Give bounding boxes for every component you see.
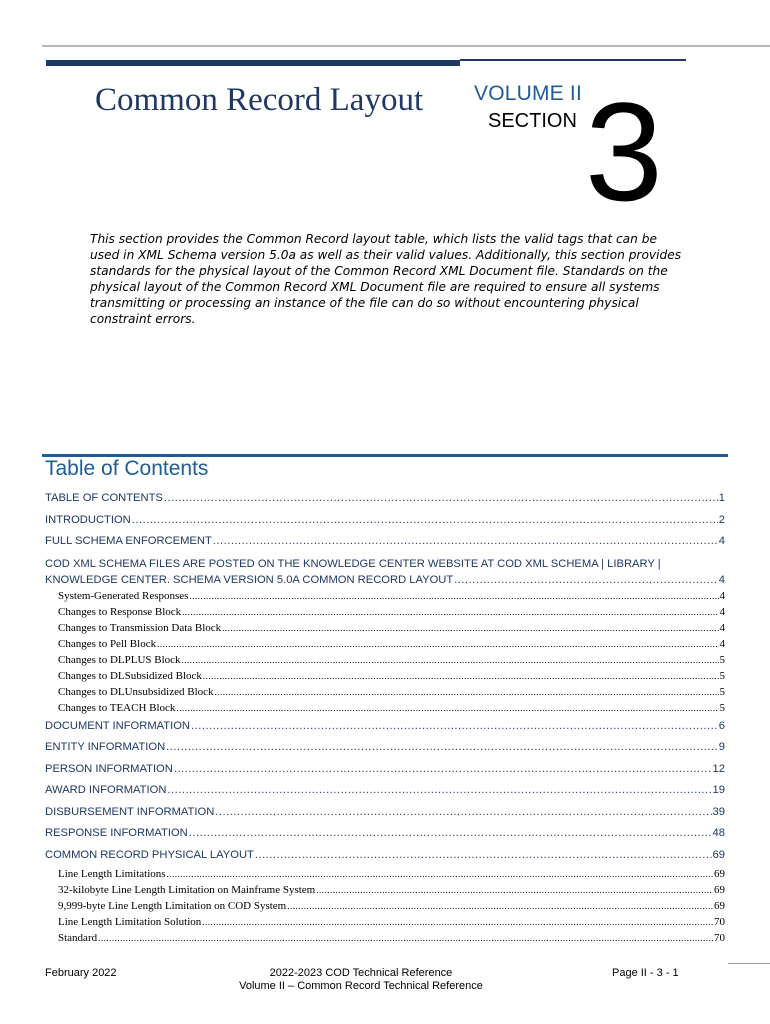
toc-entry-label: TABLE OF CONTENTS [45, 492, 163, 504]
toc-entry-page: 69 [712, 848, 725, 861]
toc-entry-label: RESPONSE INFORMATION [45, 827, 188, 839]
toc-entry-page: 5 [719, 653, 725, 666]
toc-entry-label: Changes to DLPLUS Block [58, 653, 181, 666]
toc-entry-page: 12 [712, 762, 725, 775]
toc-entry-page: 4 [719, 637, 725, 650]
table-of-contents [45, 488, 725, 946]
toc-entry-label: Changes to DLSubsidized Block [58, 669, 202, 682]
toc-leader [164, 488, 718, 510]
toc-entry-label: Line Length Limitation Solution [58, 916, 202, 928]
toc-subentry[interactable] [45, 898, 725, 914]
toc-heading: Table of Contents [45, 457, 209, 480]
toc-entry-page: 6 [718, 719, 725, 732]
toc-leader [132, 510, 718, 532]
volume-label: VOLUME II [474, 82, 582, 105]
toc-entry-label: Changes to Pell Block [58, 637, 157, 650]
footer-reference [206, 967, 516, 993]
toc-subentry[interactable] [45, 930, 725, 946]
section-number: 3 [585, 73, 663, 230]
footer-reference-line2: Volume II – Common Record Technical Reference [239, 980, 483, 992]
toc-entry[interactable] [45, 780, 725, 802]
toc-entry[interactable] [45, 759, 725, 781]
toc-entry-label: 32-kilobyte Line Length Limitation on Mainframe System [58, 884, 316, 896]
toc-entry[interactable] [45, 802, 725, 824]
toc-subentry[interactable] [45, 684, 725, 700]
toc-subentry[interactable] [45, 620, 725, 636]
toc-entry-page: 5 [719, 701, 725, 714]
toc-subentry[interactable] [45, 652, 725, 668]
toc-leader [176, 700, 718, 716]
toc-entry-page: 69 [714, 868, 725, 880]
toc-entry-page: 2 [718, 513, 725, 526]
toc-entry-page: 5 [719, 669, 725, 682]
toc-entry[interactable] [45, 823, 725, 845]
toc-entry-multiline[interactable] [45, 553, 725, 588]
toc-entry-label: KNOWLEDGE CENTER. SCHEMA VERSION 5.0A COMMON RECORD LAYOUT [45, 573, 454, 586]
toc-subentry[interactable] [45, 882, 725, 898]
toc-leader [166, 737, 718, 759]
toc-leader [203, 668, 719, 684]
toc-entry-label-line1: COD XML SCHEMA FILES ARE POSTED ON THE KNOWLEDGE CENTER WEBSITE AT COD XML SCHEMA | LIBRARY | [45, 557, 661, 570]
toc-subentry[interactable] [45, 914, 725, 930]
toc-entry-page: 70 [714, 932, 725, 944]
toc-entry-label: INTRODUCTION [45, 513, 131, 526]
toc-subentry[interactable] [45, 588, 725, 604]
toc-entry[interactable] [45, 488, 725, 510]
toc-entry-label: System-Generated Responses [58, 589, 189, 602]
toc-entry-label: Changes to TEACH Block [58, 701, 176, 714]
toc-entry-label: DOCUMENT INFORMATION [45, 719, 191, 732]
toc-leader [202, 914, 713, 930]
toc-leader [191, 716, 718, 738]
footer-page-number: Page II - 3 - 1 [612, 967, 679, 979]
header-banner-bar [46, 60, 460, 66]
toc-leader [215, 684, 719, 700]
toc-subentry[interactable] [45, 636, 725, 652]
toc-leader [213, 531, 718, 553]
toc-entry-page: 9 [718, 741, 725, 753]
toc-leader [222, 620, 718, 636]
toc-entry-label: PERSON INFORMATION [45, 762, 173, 775]
toc-entry-label: AWARD INFORMATION [45, 784, 167, 796]
footer-divider [728, 963, 770, 964]
toc-leader [189, 823, 712, 845]
toc-leader [167, 866, 713, 882]
toc-entry-page: 39 [712, 805, 725, 818]
toc-entry[interactable] [45, 510, 725, 532]
toc-entry-page: 4 [718, 573, 725, 586]
toc-leader [215, 802, 711, 824]
toc-leader [157, 636, 718, 652]
toc-entry-page: 4 [719, 605, 725, 618]
toc-entry-label: COMMON RECORD PHYSICAL LAYOUT [45, 848, 254, 861]
toc-entry-label: FULL SCHEMA ENFORCEMENT [45, 535, 212, 547]
toc-entry-page: 1 [718, 492, 725, 504]
toc-entry-label: Standard [58, 932, 98, 944]
toc-entry-label: 9,999-byte Line Length Limitation on COD System [58, 900, 287, 912]
toc-leader [189, 588, 718, 604]
toc-entry[interactable] [45, 716, 725, 738]
toc-entry-page: 19 [712, 784, 725, 796]
toc-leader [174, 759, 712, 781]
toc-leader [182, 652, 719, 668]
header-banner-line [460, 59, 686, 61]
top-divider [42, 45, 770, 47]
toc-entry-page: 4 [719, 589, 725, 602]
toc-entry-label: Changes to Response Block [58, 605, 182, 618]
toc-entry-label: Changes to Transmission Data Block [58, 621, 222, 634]
toc-entry-label: DISBURSEMENT INFORMATION [45, 805, 215, 818]
toc-entry-label: Line Length Limitations [58, 868, 166, 880]
footer-reference-line1: 2022-2023 COD Technical Reference [269, 967, 453, 979]
footer-date: February 2022 [45, 967, 117, 979]
toc-leader [287, 898, 713, 914]
toc-subentry[interactable] [45, 604, 725, 620]
toc-entry-page: 69 [714, 884, 725, 896]
toc-entry-page: 4 [718, 535, 725, 547]
toc-entry-label: Changes to DLUnsubsidized Block [58, 685, 214, 698]
toc-leader [454, 572, 718, 588]
toc-entry-page: 48 [712, 827, 725, 839]
toc-entry-page: 4 [719, 621, 725, 634]
toc-subentry[interactable] [45, 700, 725, 716]
toc-leader [98, 930, 713, 946]
intro-paragraph: This section provides the Common Record layout table, which lists the valid tags that can be used in XML Schema version 5.0a as well as their valid values. Additionally, this section provides standards for the physical layout of the Common Record XML Document file. Standards on the physical layout of the Common Record XML Document file are required to ensure all systems transmitting or processing an instance of the file can do so without encountering physical constraint errors. [90, 232, 682, 326]
toc-entry-page: 70 [714, 916, 725, 928]
toc-entry-page: 5 [719, 685, 725, 698]
toc-leader [167, 780, 711, 802]
toc-entry[interactable] [45, 845, 725, 867]
toc-entry-page: 69 [714, 900, 725, 912]
toc-leader [316, 882, 713, 898]
document-title: Common Record Layout [95, 82, 424, 118]
toc-subentry[interactable] [45, 668, 725, 684]
section-label: SECTION [488, 110, 577, 132]
toc-leader [182, 604, 718, 620]
toc-subentry[interactable] [45, 866, 725, 882]
toc-leader [255, 845, 712, 867]
toc-entry-label: ENTITY INFORMATION [45, 741, 166, 753]
toc-entry[interactable] [45, 737, 725, 759]
toc-entry[interactable] [45, 531, 725, 553]
